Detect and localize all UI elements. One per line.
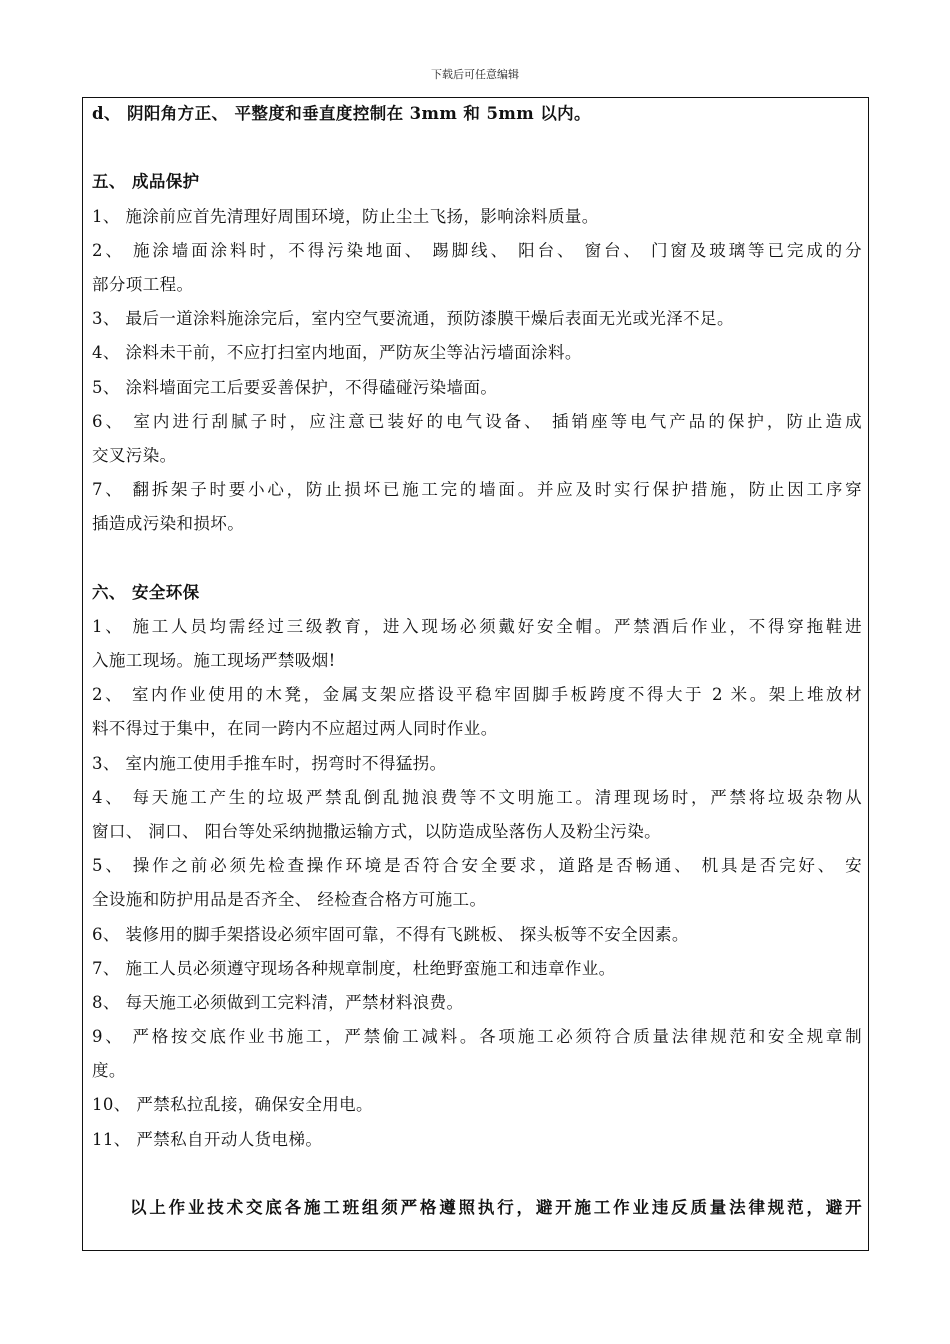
document-body — [92, 97, 862, 1225]
list-item: 2、 施涂墙面涂料时，不得污染地面、 踢脚线、 阳台、 窗台、 门窗及玻璃等已完成的分 — [92, 240, 862, 260]
list-item: 11、 严禁私自开动人货电梯。 — [92, 1129, 323, 1149]
list-item: 4、 每天施工产生的垃圾严禁乱倒乱抛浪费等不文明施工。清理现场时，严禁将垃圾杂物从 — [92, 787, 862, 807]
list-item: 6、 室内进行刮腻子时，应注意已装好的电气设备、 插销座等电气产品的保护，防止造成 — [92, 411, 862, 431]
list-item: 7、 翻拆架子时要小心，防止损坏已施工完的墙面。并应及时实行保护措施，防止因工序穿 — [92, 480, 862, 500]
list-item: 1、 施涂前应首先清理好周围环境，防止尘土飞扬，影响涂料质量。 — [92, 206, 599, 226]
list-item-continuation: 部分项工程。 — [92, 274, 194, 294]
spacer — [92, 131, 862, 165]
page-header: 下载后可任意编辑 — [431, 68, 519, 81]
list-item-continuation: 全设施和防护用品是否齐全、 经检查合格方可施工。 — [92, 890, 487, 910]
section-6-title: 六、 安全环保 — [92, 582, 200, 602]
closing-statement: 以上作业技术交底各施工班组须严格遵照执行，避开施工作业违反质量法律规范，避开 — [130, 1198, 862, 1217]
list-item: 10、 严禁私拉乱接，确保安全用电。 — [92, 1095, 373, 1115]
list-item: 5、 涂料墙面完工后要妥善保护，不得磕碰污染墙面。 — [92, 377, 498, 397]
list-item: 3、 室内施工使用手推车时，拐弯时不得猛拐。 — [92, 753, 447, 773]
spacer — [92, 541, 862, 575]
list-item-continuation: 料不得过于集中，在同一跨内不应超过两人同时作业。 — [92, 719, 498, 739]
list-item: 5、 操作之前必须先检查操作环境是否符合安全要求，道路是否畅通、 机具是否完好、 安 — [92, 856, 862, 876]
spacer — [92, 1157, 862, 1191]
list-item-continuation: 插造成污染和损坏。 — [92, 514, 245, 534]
list-item: 4、 涂料未干前，不应打扫室内地面，严防灰尘等沾污墙面涂料。 — [92, 343, 582, 363]
list-item: 7、 施工人员必须遵守现场各种规章制度，杜绝野蛮施工和违章作业。 — [92, 958, 616, 978]
list-item: 1、 施工人员均需经过三级教育，进入现场必须戴好安全帽。严禁酒后作业，不得穿拖鞋进 — [92, 616, 862, 636]
list-item: 6、 装修用的脚手架搭设必须牢固可靠，不得有飞跳板、 探头板等不安全因素。 — [92, 924, 689, 944]
list-item-continuation: 交叉污染。 — [92, 445, 177, 465]
list-item: 2、 室内作业使用的木凳，金属支架应搭设平稳牢固脚手板跨度不得大于 2 米。架上堆放材 — [92, 685, 862, 705]
list-item-continuation: 度。 — [92, 1061, 126, 1081]
section-5-title: 五、 成品保护 — [92, 172, 200, 192]
list-item: 8、 每天施工必须做到工完料清，严禁材料浪费。 — [92, 992, 464, 1012]
top-item: d、 阴阳角方正、 平整度和垂直度控制在 3mm 和 5mm 以内。 — [92, 104, 591, 123]
list-item: 3、 最后一道涂料施涂完后，室内空气要流通，预防漆膜干燥后表面无光或光泽不足。 — [92, 309, 734, 329]
list-item-continuation: 入施工现场。施工现场严禁吸烟! — [92, 651, 336, 670]
list-item: 9、 严格按交底作业书施工，严禁偷工减料。各项施工必须符合质量法律规范和安全规章制 — [92, 1027, 862, 1047]
list-item-continuation: 窗口、 洞口、 阳台等处采纳抛撒运输方式，以防造成坠落伤人及粉尘污染。 — [92, 821, 661, 841]
